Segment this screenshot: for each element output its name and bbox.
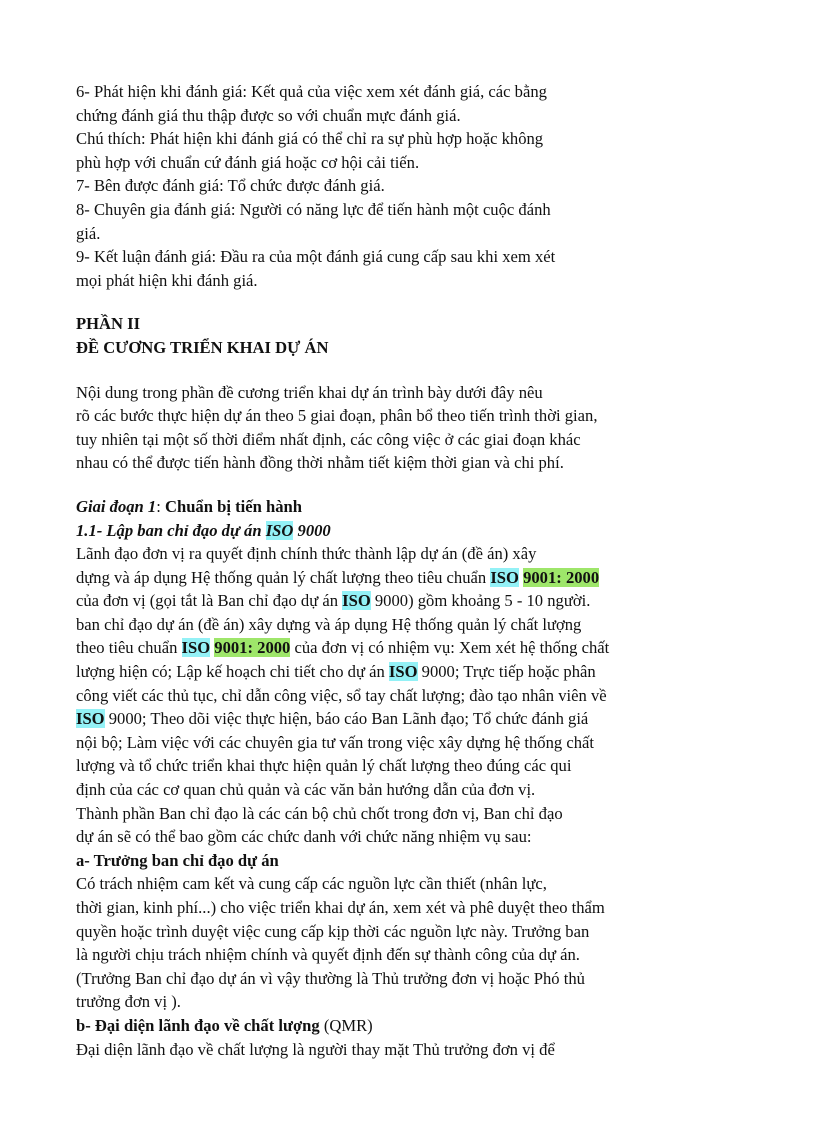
text-line: tuy nhiên tại một số thời điểm nhất định, các công việc ở các giai đoạn khác — [76, 429, 581, 449]
text-line: nội bộ; Làm việc với các chuyên gia tư vấn trong việc xây dựng hệ thống chất — [76, 732, 594, 752]
iso-highlight: ISO — [342, 591, 371, 611]
stage-label: Giai đoạn 1 — [76, 496, 157, 516]
text-line: theo tiêu chuẩn ISO 9001: 2000 của đơn vị có nhiệm vụ: Xem xét hệ thống chất — [76, 638, 610, 658]
text-line: phù hợp với chuẩn cứ đánh giá hoặc cơ hội cải tiến. — [76, 152, 420, 172]
text-line: thời gian, kinh phí...) cho việc triển khai dự án, xem xét và phê duyệt theo thẩm — [76, 898, 605, 917]
text-line: rõ các bước thực hiện dự án theo 5 giai đoạn, phân bổ theo tiến trình thời gian, — [76, 406, 598, 426]
stage-title: Chuẩn bị tiến hành — [164, 496, 302, 516]
text-line: lượng hiện có; Lập kế hoạch chi tiết cho dự án ISO 9000; Trực tiếp hoặc phân — [76, 662, 596, 682]
section-heading: 1.1- Lập ban chỉ đạo dự án ISO 9000 — [76, 520, 331, 540]
document-page — [76, 80, 686, 1061]
text-line: ISO 9000; Theo dõi việc thực hiện, báo cáo Ban Lãnh đạo; Tổ chức đánh giá — [76, 709, 589, 729]
text-line: mọi phát hiện khi đánh giá. — [76, 270, 258, 290]
text-line: Có trách nhiệm cam kết và cung cấp các nguồn lực cần thiết (nhân lực, — [76, 874, 547, 894]
subsection-b-title: b- Đại diện lãnh đạo về chất lượng (QMR) — [76, 1015, 373, 1035]
text-line: quyền hoặc trình duyệt việc cung cấp kịp thời các nguồn lực này. Trưởng ban — [76, 921, 590, 941]
text-line: Chú thích: Phát hiện khi đánh giá có thể chỉ ra sự phù hợp hoặc không — [76, 129, 544, 149]
text-line: lượng và tổ chức triển khai thực hiện quản lý chất lượng theo đúng các qui — [76, 756, 572, 776]
text-line: Lãnh đạo đơn vị ra quyết định chính thức thành lập dự án (đề án) xây — [76, 544, 537, 564]
part-title: ĐỀ CƯƠNG TRIỂN KHAI DỰ ÁN — [76, 337, 329, 357]
definitions-block — [76, 80, 686, 292]
text-line: 9- Kết luận đánh giá: Đầu ra của một đánh giá cung cấp sau khi xem xét — [76, 247, 556, 267]
text-line: là người chịu trách nhiệm chính và quyết định đến sự thành công của dự án. — [76, 945, 580, 965]
text-line: Nội dung trong phần đề cương triển khai dự án trình bày dưới đây nêu — [76, 382, 543, 402]
subsection-a-body — [76, 872, 686, 1014]
iso-highlight: ISO — [76, 709, 105, 729]
text-line: 8- Chuyên gia đánh giá: Người có năng lực để tiến hành một cuộc đánh — [76, 199, 551, 219]
text-line: định của các cơ quan chủ quản và các văn bản hướng dẫn của đơn vị. — [76, 780, 536, 800]
text-line: Thành phần Ban chỉ đạo là các cán bộ chủ chốt trong đơn vị, Ban chỉ đạo — [76, 803, 563, 823]
iso-highlight: ISO — [265, 520, 294, 540]
text-line: công viết các thủ tục, chỉ dẫn công việc, sổ tay chất lượng; đào tạo nhân viên về — [76, 685, 607, 705]
stage-sep: : — [156, 496, 165, 516]
subsection-a-title: a- Trưởng ban chỉ đạo dự án — [76, 850, 279, 870]
text-line: 7- Bên được đánh giá: Tổ chức được đánh giá. — [76, 176, 385, 196]
standard-number-highlight: 9001: 2000 — [523, 567, 600, 587]
text-line: 6- Phát hiện khi đánh giá: Kết quả của việc xem xét đánh giá, các bằng — [76, 82, 547, 101]
intro-paragraph — [76, 381, 686, 475]
part-heading: PHẦN II — [76, 314, 141, 334]
text-line: dự án sẽ có thể bao gồm các chức danh với chức năng nhiệm vụ sau: — [76, 827, 532, 847]
stage-heading — [76, 495, 686, 519]
text-line: trưởng đơn vị ). — [76, 992, 181, 1012]
text-line: Đại diện lãnh đạo về chất lượng là người thay mặt Thủ trưởng đơn vị để — [76, 1039, 555, 1059]
standard-number-highlight: 9001: 2000 — [214, 638, 291, 658]
text-line: giá. — [76, 223, 101, 243]
text-line: (Trưởng Ban chỉ đạo dự án vì vậy thường là Thủ trưởng đơn vị hoặc Phó thủ — [76, 968, 585, 988]
body-paragraph — [76, 542, 686, 849]
text-line: của đơn vị (gọi tắt là Ban chỉ đạo dự án ISO 9000) gồm khoảng 5 - 10 người. — [76, 591, 591, 611]
iso-highlight: ISO — [490, 567, 519, 587]
text-line: ban chỉ đạo dự án (đề án) xây dựng và áp dụng Hệ thống quản lý chất lượng — [76, 614, 582, 634]
text-line: nhau có thể được tiến hành đồng thời nhằm tiết kiệm thời gian và chi phí. — [76, 453, 564, 473]
subsection-b-body — [76, 1038, 686, 1062]
iso-highlight: ISO — [181, 638, 211, 658]
text-line: dựng và áp dụng Hệ thống quản lý chất lượng theo tiêu chuẩn ISO 9001: 2000 — [76, 567, 600, 587]
text-line: chứng đánh giá thu thập được so với chuẩn mực đánh giá. — [76, 105, 461, 125]
iso-highlight: ISO — [388, 662, 418, 682]
